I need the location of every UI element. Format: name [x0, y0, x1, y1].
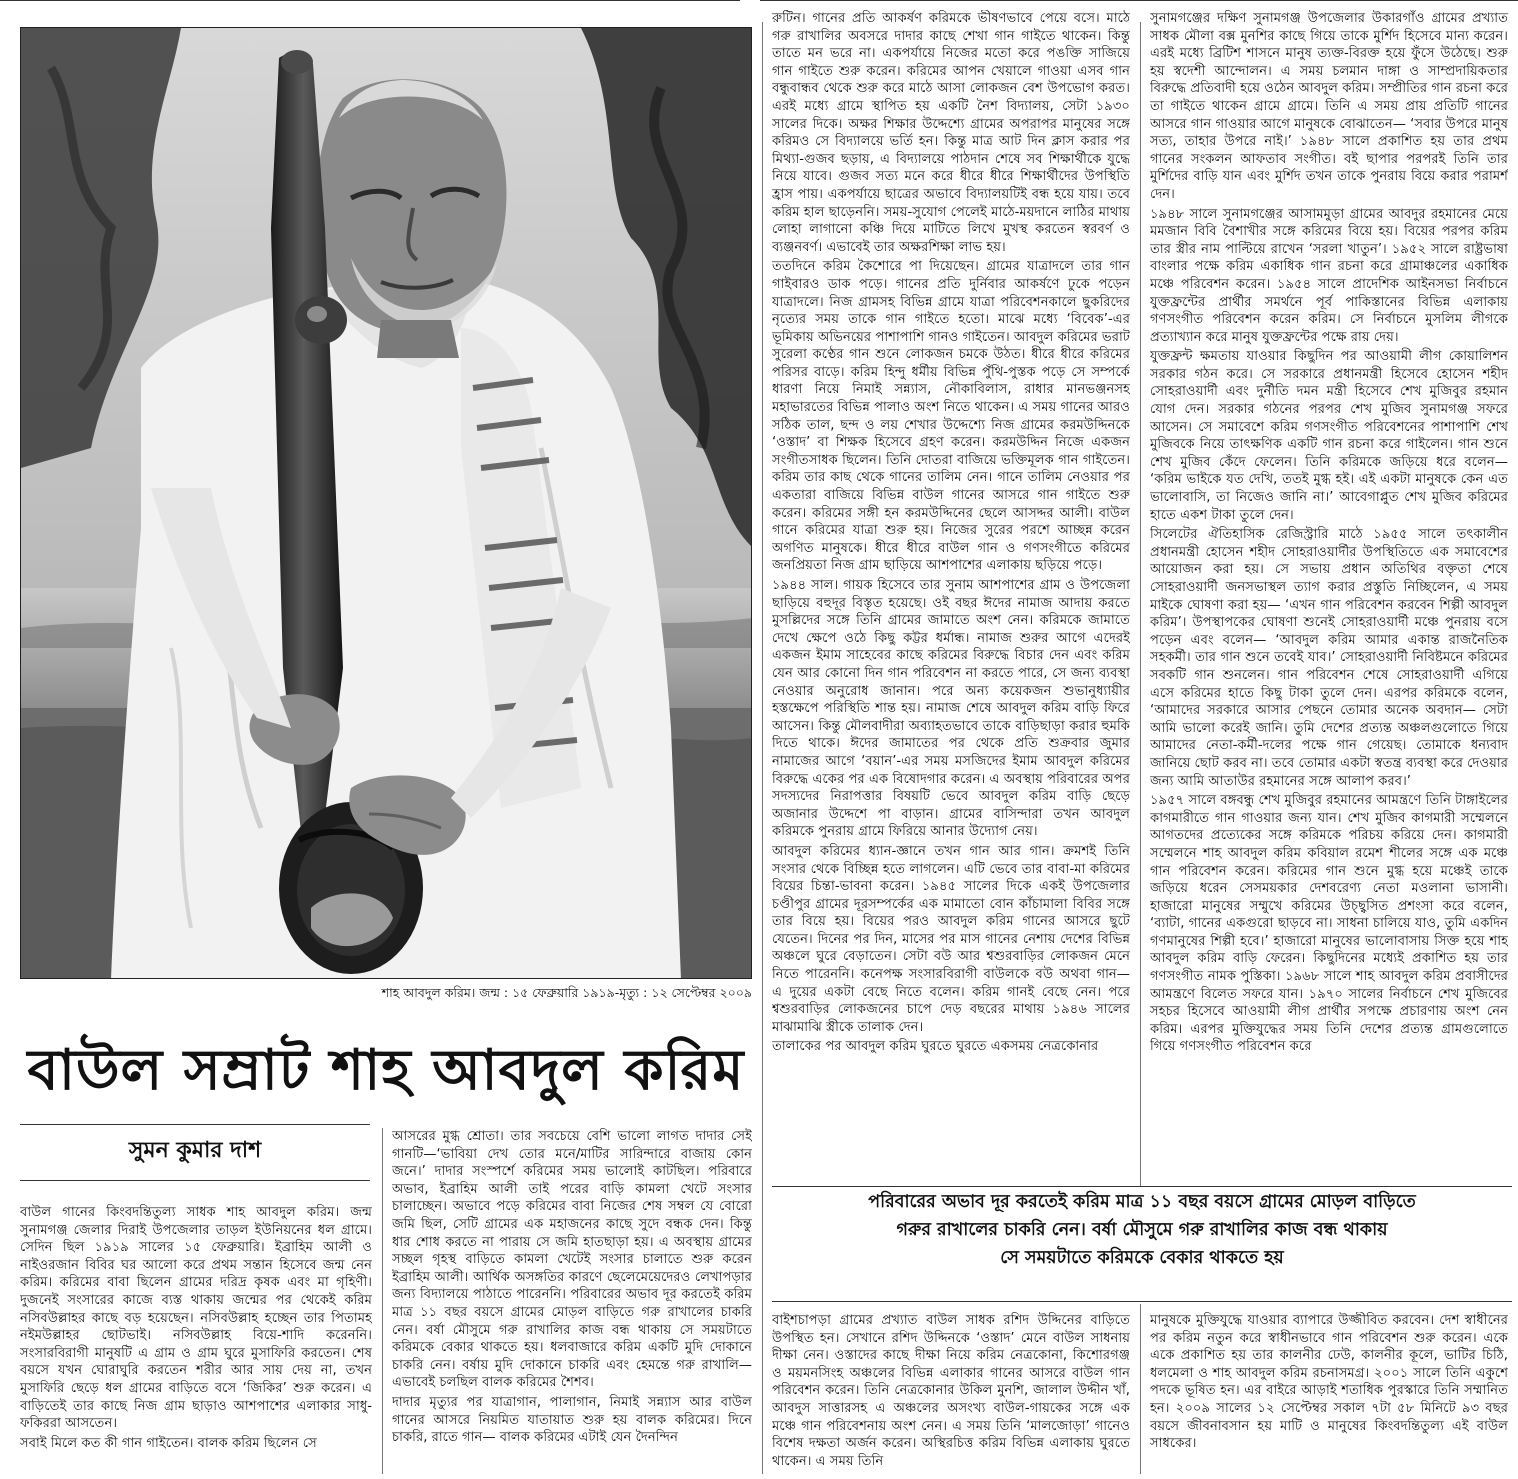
column-divider — [1140, 22, 1141, 1187]
article-column-5 — [772, 1312, 1130, 1476]
top-rule-left — [0, 0, 740, 1]
article-column-3 — [772, 10, 1130, 1186]
paragraph: ১৯৫৭ সালে বঙ্গবন্ধু শেখ মুজিবুর রহমানের আমন্ত্রণে তিনি টাঙ্গাইলের কাগমারীতে গান গাওয়ার জন্য যান। শেখ মুজিব কাগমারী সম্মেলনে আগতদের প্রত্যেকের সঙ্গে করিমকে পরিচয় করিয়ে দেন। কাগমারী সম্মেলনে শাহ আবদুল করিম কবিয়াল রমেশ শীলের সঙ্গে এক মঞ্চে গান পরিবেশন করেন। করিমের গান শুনে মুগ্ধ হয়ে মঞ্চেই তাকে জড়িয়ে ধরেন সেসময়কার দেশবরেণ্য নেতা মওলানা ভাসানী। হাজারো মানুষের সম্মুখে করিমের উচ্ছ্বসিত প্রশংসা করে বলেন, ‘ব্যাটা, গানের একগুরো ছাড়বে না। সাধনা চালিয়ে যাও, তুমি একদিন গণমানুষের শিল্পী হবে।’ হাজারো মানুষের ভালোবাসায় সিক্ত হয়ে শাহ আবদুল করিম বাড়ি ফেরেন। কিছুদিনের মধ্যেই প্রকাশিত হয় তার গণসংগীত নামক পুস্তিকা। ১৯৬৮ সালে শাহ আবদুল করিম প্রবাসীদের আমন্ত্রণে বিলেত সফরে যান। ১৯৭০ সালের নির্বাচনে শেখ মুজিবের সহচর হিসেবে আওয়ামী লীগ প্রার্থীর সপক্ষে প্রচারণায় অংশ নেন করিম। এরপর মুক্তিযুদ্ধের সময় তিনি দেশের প্রত্যন্ত গ্রামগুলোতে গিয়ে গণসংগীত পরিবেশন করে — [1150, 793, 1508, 1055]
paragraph: সুনামগঞ্জের দক্ষিণ সুনামগঞ্জ উপজেলার উকারগাঁও গ্রামের প্রখ্যাত সাধক মৌলা বক্স মুনশির কাছে গিয়ে তাকে মুর্শিদ হিসেবে মান্য করেন। এরই মধ্যে ব্রিটিশ শাসনে মানুষ ত্যক্ত-বিরক্ত হয়ে ফুঁসে উঠেছে। শুরু হয় স্বদেশী আন্দোলন। এ সময় চলমান দাঙ্গা ও সাম্প্রদায়িকতার বিরুদ্ধে প্রতিবাদী হয়ে ওঠেন আবদুল করিম। সম্প্রীতির গান রচনা করে তা গাইতে থাকেন গ্রামে গ্রামে। তিনি এ সময় প্রায় প্রতিটি গানের আসরে গান গাওয়ার আগে মানুষকে বোঝাতেন— ‘সবার উপরে মানুষ সত্য, তাহার উপরে নাই।’ ১৯৪৮ সালে প্রকাশিত হয় তার প্রথম গানের সংকলন আফতাব সংগীত। বই ছাপার পরপরই তিনি তার মুর্শিদের বাড়ি যান এবং মুর্শিদ তখন তাকে পুনরায় বিয়ে করার পরামর্শ দেন। — [1150, 11, 1508, 202]
page-top-rule — [0, 0, 1518, 6]
paragraph: ১৯৪৮ সালে সুনামগঞ্জের আসামমুড়া গ্রামের আবদুর রহমানের মেয়ে মমজান বিবি বৈশাখীর সঙ্গে করিমের বিয়ে হয়। বিয়ের পরপর করিম তার স্ত্রীর নাম পাল্টিয়ে রাখেন ‘সরলা খাতুন’। ১৯৫২ সালে রাষ্ট্রভাষা বাংলার পক্ষে করিম একাধিক গান রচনা করে গ্রামাঞ্চলের একাধিক মঞ্চে পরিবেশন করেন। ১৯৫৪ সালে প্রাদেশিক আইনসভা নির্বাচনে যুক্তফ্রন্টের প্রার্থীর সমর্থনে পূর্ব পাকিস্তানের বিভিন্ন এলাকায় গণসংগীত পরিবেশন করেন করিম। সে নির্বাচনে মুসলিম লীগকে প্রত্যাখ্যান করে মানুষ যুক্তফ্রন্টের পক্ষে রায় দেয়। — [1150, 206, 1508, 345]
paragraph: তালাকের পর আবদুল করিম ঘুরতে ঘুরতে একসময় নেত্রকোনার — [772, 1039, 1099, 1055]
byline-rule-bottom — [20, 1180, 370, 1181]
pull-quote-line: গরুর রাখালের চাকরি নেন। বর্ষা মৌসুমে গরু রাখালির কাজ বন্ধ থাকায় — [896, 1220, 1388, 1240]
portrait-photo — [20, 27, 752, 979]
paragraph: ১৯৪৪ সাল। গায়ক হিসেবে তার সুনাম আশপাশের গ্রাম ও উপজেলা ছাড়িয়ে বহুদূর বিস্তৃত হয়েছে। ওই বছর ঈদের নামাজ আদায় করতে মুসল্লিদের সঙ্গে তিনি গ্রামের জামাতে অংশ নেন। করিমকে জামাতে দেখে ক্ষেপে ওঠে কিছু কট্টর ধর্মান্ধ। নামাজ শুরুর আগে এদেরই একজন ইমাম সাহেবের কাছে করিমের বিরুদ্ধে বিচার দেন এবং করিম যেন আর কোনো দিন গান পরিবেশন না করতে পারে, সে জন্য ব্যবস্থা নেওয়ার অনুরোধ জানান। পরে অন্য কয়েকজন শুভানুধ্যায়ীর হস্তক্ষেপে পরিস্থিতি শান্ত হয়। নামাজ শেষে আবদুল করিম বাড়ি ফিরে আসেন। কিন্তু মৌলবাদীরা অব্যাহতভাবে তাকে বাড়িছাড়া করার হুমকি দিতে থাকে। ঈদের জামাতের পর থেকে প্রতি শুক্রবার জুমার নামাজের আগে ‘বয়ান’-এর সময় মসজিদের ইমাম আবদুল করিমের বিরুদ্ধে একের পর এক বিষোদগার করেন। এ অবস্থায় পরিবারের অপর সদস্যদের নিরাপত্তার বিষয়টি ভেবে আবদুল করিম বাড়ি ছেড়ে অজানার উদ্দেশে পা বাড়ান। গ্রামের বাসিন্দারা তখন আবদুল করিমকে পুনরায় গ্রামে ফিরিয়ে আনার উদ্যোগ নেয়। — [772, 578, 1130, 840]
top-rule-right — [760, 0, 1518, 1]
pull-quote — [772, 1188, 1512, 1300]
paragraph: ততদিনে করিম কৈশোরে পা দিয়েছেন। গ্রামের যাত্রাদলে তার গান গাইবারও ডাক পড়ে। গানের প্রতি দুর্নিবার আকর্ষণে ঢুকে পড়েন যাত্রাদলে। নিজ গ্রামসহ বিভিন্ন গ্রামে যাত্রা পরিবেশনকালে ছুকরিদের নৃত্যের সময় তাকে গান গাইতে হতো। মাঝে মধ্যে ‘বিবেক’-এর ভূমিকায় অভিনয়ের পাশাপাশি গানও গাইতেন। আবদুল করিমের ভরাট সুরেলা কণ্ঠের গান শুনে লোকজন চমকে উঠত। ধীরে ধীরে করিমের পরিসর বাড়ে। করিম হিন্দু ধর্মীয় বিভিন্ন পুঁথি-পুস্তক পড়ে সে সম্পর্কে ধারণা নিয়ে নিমাই সন্ন্যাস, নৌকাবিলাস, রাধার মানভঞ্জনসহ মহাভারতের বিভিন্ন পালাও অংশ নিতে থাকেন। এ সময় গানের আরও সঠিক তাল, ছন্দ ও লয় শেখার উদ্দেশ্যে নিজ গ্রামের করমউদ্দিনকে ‘ওস্তাদ’ বা শিক্ষক হিসেবে গ্রহণ করেন। করমউদ্দিন নিজে একজন সংগীতসাধক ছিলেন। তিনি দোতরা বাজিয়ে ভক্তিমূলক গান গাইতেন। করিম তার কাছ থেকে গানের তালিম নেন। গানে তালিম নেওয়ার পর একতারা বাজিয়ে বিভিন্ন বাউল গানের আসরে গান গাইতে শুরু করেন। করিমের সঙ্গী হন করমউদ্দিনের ছেলে আসদ্দর আলী। বাউল গানে করিমের যাত্রা শুরু হয়। নিজের সুরের পরশে আচ্ছন্ন করেন অগণিত মানুষকে। ধীরে ধীরে বাউল গান ও গণসংগীতে করিমের জনপ্রিয়তা নিজ গ্রাম ছাড়িয়ে আশপাশের এলাকায় ছড়িয়ে পড়ে। — [772, 259, 1130, 574]
paragraph: দাদার মৃত্যুর পর যাত্রাগান, পালাগান, নিমাই সন্ন্যাস আর বাউল গানের আসরে নিয়মিত যাতায়াত শুরু হয় বালক করিমের। দিনে চাকরি, রাতে গান— বালক করিমের এটাই যেন দৈনন্দিন — [392, 1394, 752, 1446]
paragraph: আসরের মুগ্ধ শ্রোতা। তার সবচেয়ে বেশি ভালো লাগত দাদার সেই গানটি—‘ভাবিয়া দেখ তোর মনে/মাটির সারিন্দারে বাজায় কোন জনে।’ দাদার সংস্পর্শে করিমের সময় ভালোই কাটছিল। পরিবারে অভাব, ইব্রাহিম আলী তাই পরের বাড়ি কামলা খেটে সংসার চালাচ্ছেন। অভাবে পড়ে করিমের বাবা নিজের শেষ সম্বল যে বোরো জমি ছিল, সেটি গ্রামের এক মহাজনের কাছে সুদে বন্ধক দেন। কিন্তু ধার শোধ করতে না পারায় সে জমি হাতছাড়া হয়। এ অবস্থায় গ্রামের সচ্ছল গৃহস্থ বাড়িতে কামলা খেটেই সংসার চালাতে শুরু করেন ইব্রাহিম আলী। আর্থিক অসঙ্গতির কারণে ছেলেমেয়েদেরও লেখাপড়ার জন্য বিদ্যালয়ে পাঠাতে পারেননি। পরিবারের অভাব দূর করতেই করিম মাত্র ১১ বছর বয়সে গ্রামের মোড়ল বাড়িতে গরু রাখালের চাকরি নেন। বর্ষা মৌসুমে গরু রাখালির কাজ বন্ধ থাকায় সে সময়টাতে করিমকে বেকার থাকতে হয়। ধলবাজারে করিম একটি মুদি দোকানে চাকরি নেন। বর্ষায় মুদি দোকানে চাকরি এবং হেমন্তে গরু রাখালি— এভাবেই চলছিল বালক করিমের শৈশব। — [392, 1129, 752, 1391]
article-column-2 — [392, 1128, 752, 1476]
pull-quote-line: পরিবারের অভাব দূর করতেই করিম মাত্র ১১ বছর বয়সে গ্রামের মোড়ল বাড়িতে — [868, 1192, 1416, 1212]
paragraph: রুটিন। গানের প্রতি আকর্ষণ করিমকে ভীষণভাবে পেয়ে বসে। মাঠে গরু রাখালির অবসরে দাদার কাছে শেখা গান গাইতে থাকেন। কিন্তু তাতে মন ভরে না। একপর্যায়ে নিজের মতো করে পঙক্তি সাজিয়ে গান গাইতে শুরু করেন। করিমের আপন খেয়ালে গাওয়া এসব গান বন্ধুবান্ধব থেকে শুরু করে মাঠে আসা লোকজন বেশ উপভোগ করত। এরই মধ্যে গ্রামে স্থাপিত হয় একটি নৈশ বিদ্যালয়, সেটা ১৯৩০ সালের দিকে। অক্ষর শিক্ষার উদ্দেশ্যে গ্রামের অপরাপর মানুষের সঙ্গে করিমও সে বিদ্যালয়ে ভর্তি হন। কিন্তু মাত্র আট দিন ক্লাস করার পর মিথ্যা-গুজব ছড়ায়, এ বিদ্যালয়ে পাঠদান শেষে সব শিক্ষার্থীকে যুদ্ধে নিয়ে যাবে। গুজব সত্য মনে করে ধীরে ধীরে শিক্ষার্থীদের উপস্থিতি হ্রাস পায়। একপর্যায়ে ছাত্রের অভাবে বিদ্যালয়টিই বন্ধ হয়ে যায়। তবে করিম হাল ছাড়েননি। সময়-সুযোগ পেলেই মাঠে-ময়দানে লাঠির মাথায় লোহা লাগানো কঞ্চি দিয়ে মাটিতে লিখে মুখস্থ করতেন স্বরবর্ণ ও ব্যঞ্জনবর্ণ। এভাবেই তার অক্ষরশিক্ষা লাভ হয়। — [772, 11, 1130, 255]
column-divider — [382, 1128, 383, 1474]
paragraph: সবাই মিলে কত কী গান গাইতেন। বালক করিম ছিলেন সে — [20, 1435, 317, 1451]
column-divider — [1140, 1304, 1141, 1474]
byline-rule-top — [20, 1124, 370, 1125]
pull-quote-line: সে সময়টাতে করিমকে বেকার থাকতে হয় — [1000, 1248, 1284, 1268]
photo-caption: শাহ আবদুল করিম। জন্ম : ১৫ ফেব্রুয়ারি ১৯১৯-মৃত্যু : ১২ সেপ্টেম্বর ২০০৯ — [381, 985, 752, 1000]
pullquote-rule-top — [772, 1186, 1512, 1187]
paragraph: বাইশচাপড়া গ্রামের প্রখ্যাত বাউল সাধক রশিদ উদ্দিনের বাড়িতে উপস্থিত হন। সেখানে রশিদ উদ্দিনকে ‘ওস্তাদ’ মেনে বাউল সাধনায় দীক্ষা নেন। ওস্তাদের কাছে দীক্ষা নিয়ে করিম নেত্রকোনা, কিশোরগঞ্জ ও ময়মনসিংহ অঞ্চলের বিভিন্ন এলাকার গানের আসরে বাউল গান পরিবেশন করেন। তিনি নেত্রকোনার উকিল মুনশি, জালাল উদ্দীন খাঁ, আবদুস সাত্তারসহ এ অঞ্চলের অসংখ্য বাউল-গায়কের সঙ্গে এক মঞ্চে গান পরিবেশনায় অংশ নেন। এ সময় তিনি ‘মালজোড়া’ গানেও বিশেষ দক্ষতা অর্জন করেন। অস্থিরচিত্ত করিম বিভিন্ন এলাকায় ঘুরতে থাকেন। এ সময় তিনি — [772, 1313, 1130, 1469]
article-column-6 — [1150, 1312, 1508, 1476]
column-divider — [762, 22, 763, 1474]
author-byline: সুমন কুমার দাশ — [128, 1137, 262, 1163]
paragraph: যুক্তফ্রন্ট ক্ষমতায় যাওয়ার কিছুদিন পর আওয়ামী লীগ কোয়ালিশন সরকার গঠন করে। সে সরকারে প্রধানমন্ত্রী হিসেবে হোসেন শহীদ সোহরাওয়ার্দী এবং দুর্নীতি দমন মন্ত্রী হিসেবে শেখ মুজিবুর রহমান যোগ দেন। সরকার গঠনের পরপর শেখ মুজিব সুনামগঞ্জ সফরে আসেন। সে সমাবেশে করিম গণসংগীত পরিবেশনের পাশাপাশি শেখ মুজিবকে নিয়ে তাৎক্ষণিক একটি গান রচনা করে গাইলেন। গান শুনে শেখ মুজিব কেঁদে ফেলেন। তিনি করিমকে জড়িয়ে ধরে বলেন— ‘করিম ভাইকে যত দেখি, ততই মুগ্ধ হই। এই একটা মানুষকে কেন এত ভালোবাসি, তা নিজেও জানি না।’ আবেগাপ্লুত শেখ মুজিব করিমের হাতে একশ টাকা তুলে দেন। — [1150, 349, 1508, 523]
portrait-illustration — [21, 28, 752, 979]
paragraph: বাউল গানের কিংবদন্তিতুল্য সাধক শাহ আবদুল করিম। জন্ম সুনামগঞ্জ জেলার দিরাই উপজেলার তাড়ল ইউনিয়নের ধল গ্রামে। সেদিন ছিল ১৯১৯ সালের ১৫ ফেব্রুয়ারি। ইব্রাহিম আলী ও নাইওরজান বিবির ঘর আলো করে প্রথম সন্তান হিসেবে জন্ম নেন করিম। করিমের বাবা ছিলেন গ্রামের দরিদ্র কৃষক এবং মা গৃহিণী। দুজনেই সংসারের কাজে ব্যস্ত থাকায় জন্মের পর থেকেই করিম নসিবউল্লাহর কাছে বড় হয়েছেন। নসিবউল্লাহ হচ্ছেন তার পিতামহ নইমউল্লাহর ছোটভাই। নসিবউল্লাহ বিয়ে-শাদি করেননি। সংসারবিরাগী মানুষটি এ গ্রাম ও গ্রাম ঘুরে মুসাফিরি করতেন। শেষ বয়সে যখন ঘোরাঘুরি করতেন শরীর আর সায় দেয় না, তখন মুসাফিরি ছেড়ে ধল গ্রামের বাড়িতে বসে ‘জিকির’ শুরু করেন। এ বাড়িতেই তার কাছে নিজ গ্রাম ছাড়াও আশপাশের এলাকার সাধু-ফকিররা আসতেন। — [20, 1205, 372, 1432]
paragraph: সিলেটের ঐতিহাসিক রেজিস্ট্রারি মাঠে ১৯৫৫ সালে তৎকালীন প্রধানমন্ত্রী হোসেন শহীদ সোহরাওয়ার্দীর উপস্থিতিতে এক সমাবেশের আয়োজন করা হয়। সে সভায় প্রধান অতিথির বক্তৃতা শেষে সোহরাওয়ার্দী জনসভাস্থল ত্যাগ করার প্রস্তুতি নিচ্ছিলেন, এ সময় মাইকে ঘোষণা করা হয়— ‘এখন গান পরিবেশন করবেন শিল্পী আবদুল করিম’। উপস্থাপকের ঘোষণা শুনেই সোহরাওয়ার্দী মঞ্চে পুনরায় বসে পড়েন এবং বলেন— ‘আবদুল করিম আমার একান্ত রাজনৈতিক সহকর্মী। তার গান শুনে তবেই যাব।’ সোহরাওয়ার্দী নিবিষ্টমনে করিমের সবকটি গান শুনলেন। গান পরিবেশন শেষে সোহরাওয়ার্দী এগিয়ে এসে করিমের হাতে কিছু টাকা তুলে দেন। এরপর করিমকে বলেন, ‘আমাদের সরকারে আসার পেছনে তোমার অনেক অবদান— সেটা আমি ভালো করেই জানি। তুমি দেশের প্রত্যন্ত অঞ্চলগুলোতে গিয়ে আমাদের নেতা-কর্মী-দলের পক্ষে গান গেয়েছ। তোমাকে ধন্যবাদ জানিয়ে ছোট করব না। তবে তোমার একটা স্বতন্ত্র ব্যবস্থা করে দেওয়ার জন্য আমি আতাউর রহমানের সঙ্গে আলাপ করব।’ — [1150, 527, 1508, 789]
paragraph: মানুষকে মুক্তিযুদ্ধে যাওয়ার ব্যাপারে উজ্জীবিত করবেন। দেশ স্বাধীনের পর করিম নতুন করে স্বাধীনভাবে গান পরিবেশন শুরু করেন। একে একে প্রকাশিত হয় তার কালনীর ঢেউ, কালনীর কূলে, ভাটির চিঠি, ধলমেলা ও শাহ আবদুল করিম রচনাসমগ্র। ২০০১ সালে তিনি একুশে পদকে ভূষিত হন। এর বাইরে আড়াই শতাধিক পুরস্কারে তিনি সম্মানিত হন। ২০০৯ সালের ১২ সেপ্টেম্বর সকাল ৭টা ৫৮ মিনিটে ৯৩ বছর বয়সে জীবনাবসান হয় মাটি ও মানুষের কিংবদন্তিতুল্য এই বাউল সাধকের। — [1150, 1313, 1508, 1452]
page-title: বাউল সম্রাট শাহ আবদুল করিম — [27, 1037, 745, 1103]
article-column-4 — [1150, 10, 1508, 1186]
article-column-1 — [20, 1204, 372, 1476]
paragraph: আবদুল করিমের ধ্যান-জ্ঞানে তখন গান আর গান। ক্রমশই তিনি সংসার থেকে বিচ্ছিন্ন হতে লাগলেন। এটি ভেবে তার বাবা-মা করিমের বিয়ের চিন্তা-ভাবনা করেন। ১৯৪৫ সালের দিকে একই উপজেলার চণ্ডীপুর গ্রামের দূরসম্পর্কের এক মামাতো বোন কাঁচামালা বিবির সঙ্গে তার বিয়ে হয়। বিয়ের পরও আবদুল করিম গানের আসরে ছুটে যেতেন। দিনের পর দিন, মাসের পর মাস গানের নেশায় দেশের বিভিন্ন অঞ্চলে ঘুরে বেড়াতেন। সেটা বউ আর শ্বশুরবাড়ির লোকজন মেনে নিতে পারেননি। কনেপক্ষ সংসারবিরাগী বাউলকে বউ অথবা গান— এ দুয়ের একটা বেছে নিতে বলেন। করিম গানই বেছে নেন। পরে শ্বশুরবাড়ির লোকজনের চাপে দেড় বছরের মাথায় ১৯৪৬ সালের মাঝামাঝি স্ত্রীকে তালাক দেন। — [772, 843, 1130, 1035]
pullquote-rule-bottom — [772, 1301, 1512, 1302]
